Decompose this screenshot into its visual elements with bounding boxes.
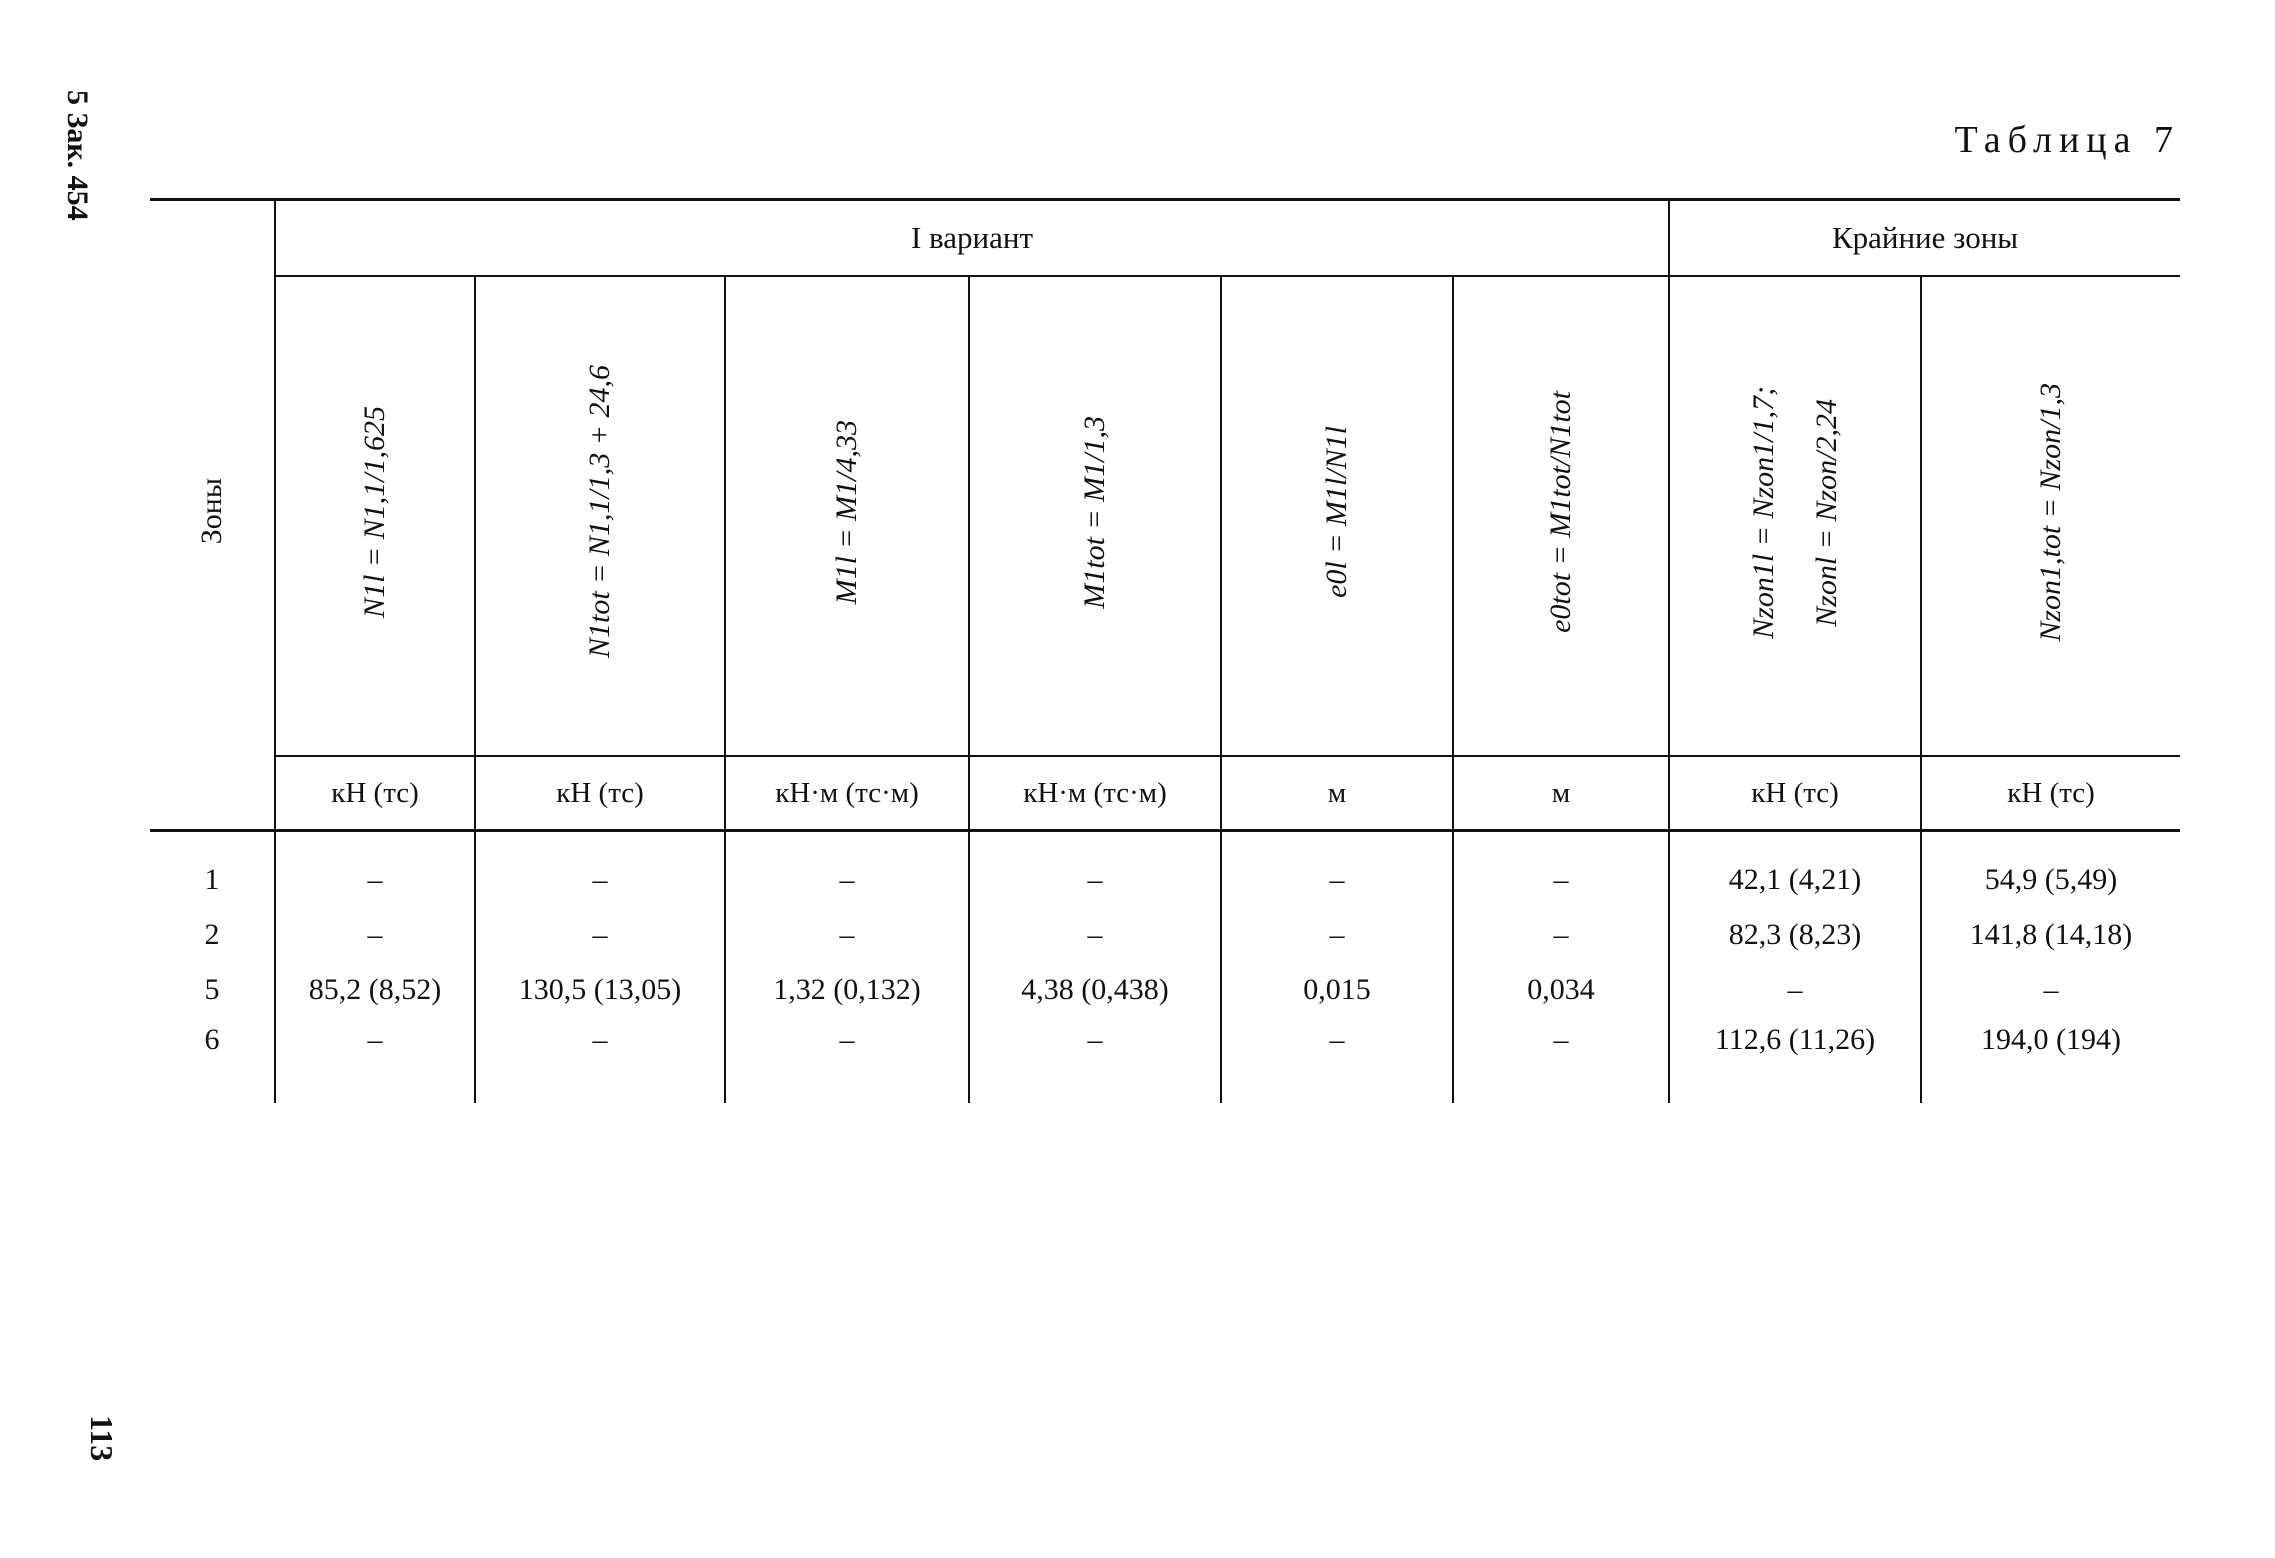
table-cell: –: [725, 831, 969, 908]
table-row: [150, 962, 2180, 1017]
table-cell: –: [1453, 907, 1669, 962]
table-cell: –: [1221, 907, 1453, 962]
table-cell: –: [969, 907, 1221, 962]
formula-nzon1l-line1: Nzon1l = Nzon1/1,7;: [1747, 385, 1781, 639]
table-cell: –: [969, 831, 1221, 908]
formula-header-n1tot: N1tot = N1,1/1,3 + 24,6: [475, 276, 725, 756]
table-row: [150, 831, 2180, 908]
table-cell: –: [1221, 1017, 1453, 1103]
formula-header-m1l: M1l = M1/4,33: [725, 276, 969, 756]
zone-number: 6: [204, 1023, 220, 1056]
table-cell: 4,38 (0,438): [969, 962, 1221, 1017]
table-cell: 0,034: [1453, 962, 1669, 1017]
table-cell: –: [275, 831, 475, 908]
formula-header-e0tot: e0tot = M1tot/N1tot: [1453, 276, 1669, 756]
table-cell: 82,3 (8,23): [1669, 907, 1921, 962]
table-cell: 130,5 (13,05): [475, 962, 725, 1017]
table-cell: 1,32 (0,132): [725, 962, 969, 1017]
table-cell: –: [725, 907, 969, 962]
table-cell: 194,0 (194): [1921, 1017, 2180, 1103]
page-number: 113: [84, 1415, 120, 1462]
table-cell: –: [725, 1017, 969, 1103]
formula-header-e0l: e0l = M1l/N1l: [1221, 276, 1453, 756]
table-row: [150, 1017, 2180, 1103]
table-caption: Таблица 7: [1954, 119, 2180, 161]
table-cell: –: [1921, 962, 2180, 1017]
table-cell: –: [1453, 1017, 1669, 1103]
group-header-variant-1: I вариант: [275, 200, 1669, 277]
formula-header-m1tot: M1tot = M1/1,3: [969, 276, 1221, 756]
table-cell: 54,9 (5,49): [1921, 831, 2180, 908]
table-cell: 112,6 (11,26): [1669, 1017, 1921, 1103]
zone-number: 1: [204, 862, 220, 896]
formula-header-n1l: N1l = N1,1/1,625: [275, 276, 475, 756]
zones-header: Зоны: [150, 200, 275, 831]
unit-header: м: [1453, 756, 1669, 831]
group-header-edge-zones: Крайние зоны: [1669, 200, 2180, 277]
table-cell: –: [1221, 831, 1453, 908]
table-cell: –: [1453, 831, 1669, 908]
formula-header-nzon1tot: Nzon1,tot = Nzon/1,3: [1921, 276, 2180, 756]
table-cell: –: [475, 831, 725, 908]
unit-header: кН·м (тс·м): [725, 756, 969, 831]
unit-header: кН (тс): [1921, 756, 2180, 831]
zone-number: 5: [204, 972, 220, 1006]
table-cell: 141,8 (14,18): [1921, 907, 2180, 962]
table-cell: 85,2 (8,52): [275, 962, 475, 1017]
order-note: 5 Зак. 454: [61, 90, 94, 221]
unit-header: кН (тс): [1669, 756, 1921, 831]
table-cell: 42,1 (4,21): [1669, 831, 1921, 908]
table-cell: –: [969, 1017, 1221, 1103]
table-cell: –: [475, 907, 725, 962]
table-cell: –: [275, 1017, 475, 1103]
unit-header: кН (тс): [275, 756, 475, 831]
unit-header: м: [1221, 756, 1453, 831]
table-cell: 0,015: [1221, 962, 1453, 1017]
table-cell: –: [275, 907, 475, 962]
unit-header: кН (тс): [475, 756, 725, 831]
formula-header-nzon1l: [1669, 276, 1921, 756]
table-cell: –: [475, 1017, 725, 1103]
unit-header: кН·м (тс·м): [969, 756, 1221, 831]
data-table: [150, 198, 2180, 1103]
table-row: [150, 907, 2180, 962]
zone-number: 2: [204, 917, 220, 951]
formula-nzon1l-line2: Nzonl = Nzon/2,24: [1810, 398, 1844, 626]
table-cell: –: [1669, 962, 1921, 1017]
